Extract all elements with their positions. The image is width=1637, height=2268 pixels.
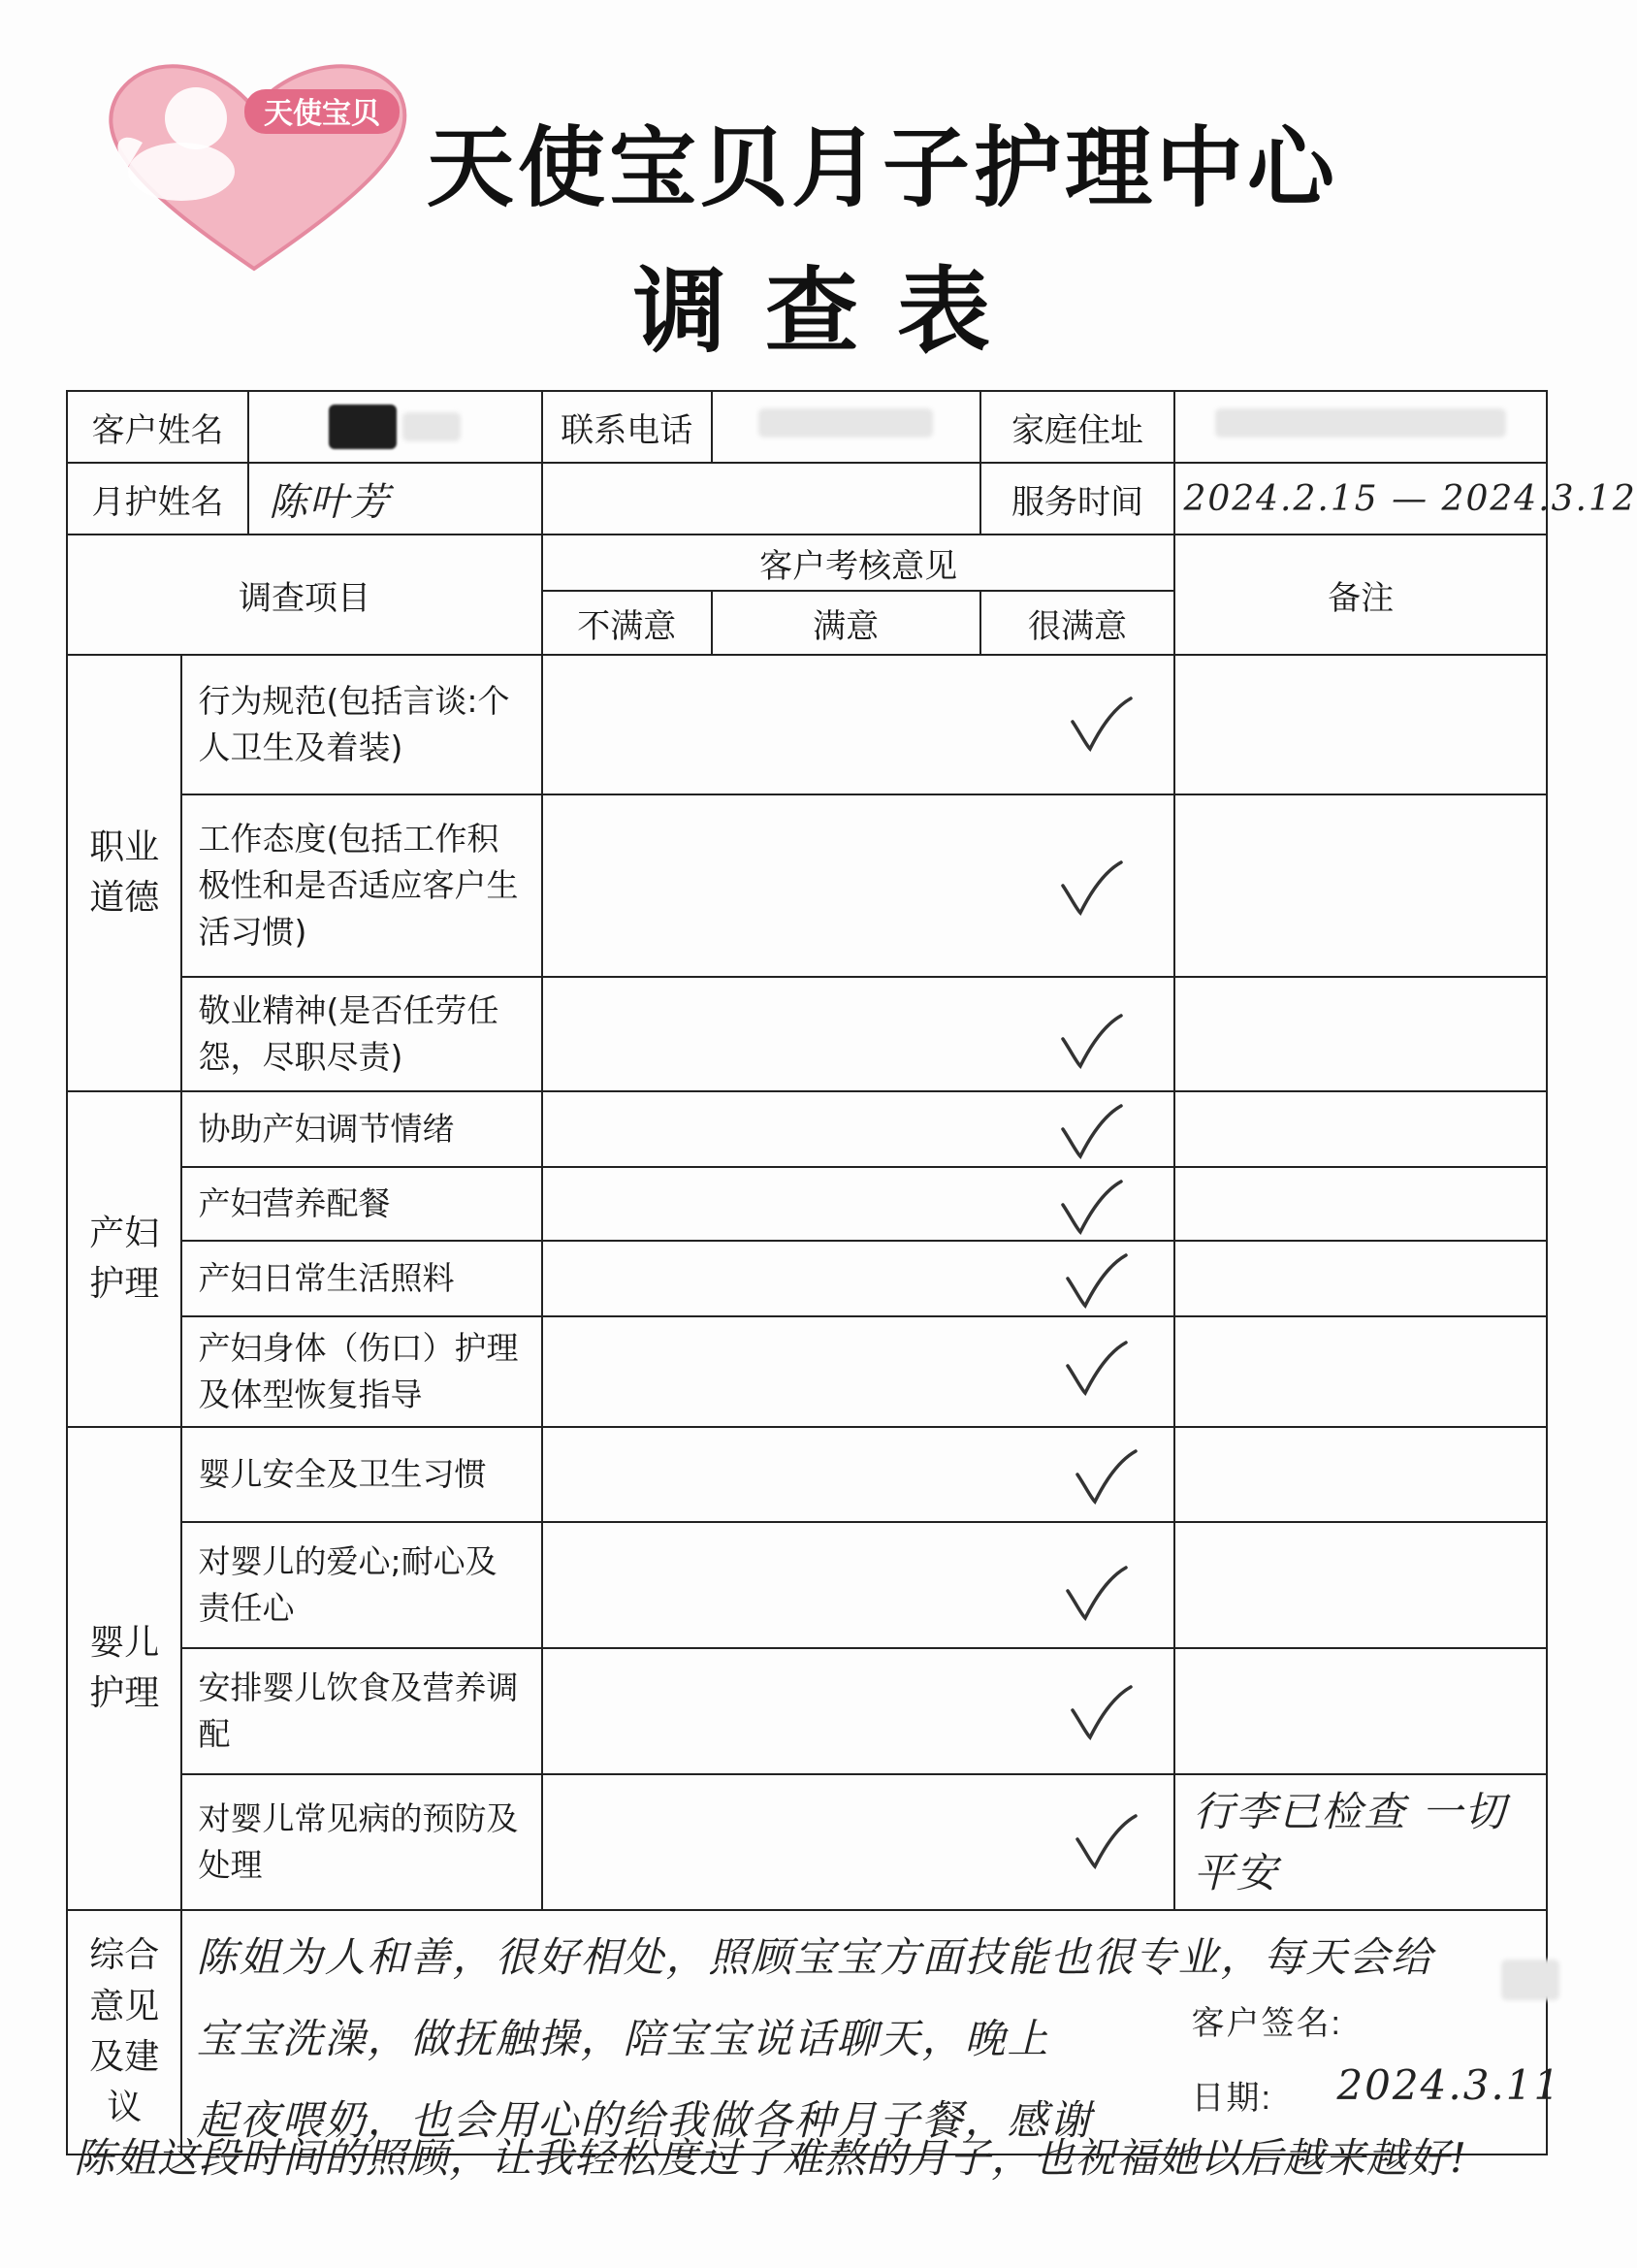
rating-cell[interactable] [542, 977, 1175, 1091]
address-field[interactable] [1174, 391, 1547, 463]
remark-cell[interactable] [1174, 1427, 1547, 1522]
signature-label: 客户签名: [1191, 2004, 1342, 2042]
option-unsatisfied: 不满意 [542, 591, 712, 655]
option-satisfied: 满意 [712, 591, 980, 655]
check-mark-icon [1072, 1447, 1139, 1506]
remark-cell[interactable] [1174, 655, 1547, 794]
check-mark-icon [1057, 1012, 1125, 1070]
page-title: 天使宝贝月子护理中心 [427, 117, 1338, 219]
date-label: 日期: [1191, 2079, 1272, 2117]
date-value: 2024.3.11 [1336, 2060, 1562, 2109]
check-mark-icon [1057, 1178, 1125, 1236]
survey-item: 对婴儿常见病的预防及处理 [181, 1774, 541, 1910]
category-professional-ethics: 职业道德 [67, 655, 181, 1091]
service-time-field[interactable]: 2024.2.15 — 2024.3.12 [1174, 463, 1547, 535]
rating-cell[interactable] [542, 1774, 1175, 1910]
survey-item: 产妇身体（伤口）护理及体型恢复指导 [181, 1316, 541, 1427]
remark-cell[interactable] [1174, 977, 1547, 1091]
rating-cell[interactable] [542, 1522, 1175, 1648]
check-mark-icon [1067, 695, 1135, 753]
phone-field[interactable] [712, 391, 980, 463]
category-infant-care: 婴儿护理 [67, 1427, 181, 1910]
redacted-address [1215, 408, 1506, 437]
check-mark-icon [1057, 859, 1125, 917]
check-mark-icon [1057, 1102, 1125, 1160]
rating-cell[interactable] [542, 794, 1175, 977]
survey-form [66, 390, 1637, 2155]
redacted-phone [758, 408, 933, 437]
rating-cell[interactable] [542, 655, 1175, 794]
remark-cell[interactable] [1174, 1167, 1547, 1241]
redacted-signature [1501, 1960, 1559, 2000]
customer-name-label: 客户姓名 [68, 392, 249, 462]
check-mark-icon [1072, 1812, 1139, 1870]
summary-line: 陈姐为人和善，很好相处，照顾宝宝方面技能也很专业，每天会给 [196, 1932, 1434, 1981]
nurse-name-field[interactable]: 陈叶芳 [269, 479, 391, 525]
check-mark-icon [1067, 1683, 1135, 1741]
phone-label: 联系电话 [542, 391, 712, 463]
opinion-header: 客户考核意见 [542, 535, 1175, 591]
survey-item: 产妇营养配餐 [181, 1167, 541, 1241]
rating-cell[interactable] [542, 1316, 1175, 1427]
survey-item: 行为规范(包括言谈:个人卫生及着装) [181, 655, 541, 794]
blank-cell [542, 463, 980, 535]
rating-cell[interactable] [542, 1167, 1175, 1241]
logo-text: 天使宝贝 [264, 97, 380, 131]
remark-header: 备注 [1174, 535, 1547, 655]
remark-cell[interactable] [1174, 1241, 1547, 1316]
summary-label: 综合意见及建议 [67, 1910, 181, 2155]
address-label: 家庭住址 [980, 391, 1175, 463]
survey-item: 协助产妇调节情绪 [181, 1091, 541, 1167]
remark-cell[interactable] [1174, 1648, 1547, 1774]
customer-name-field[interactable] [249, 405, 541, 449]
page-subtitle: 调查表 [633, 257, 1029, 366]
summary-line: 宝宝洗澡，做抚触操，陪宝宝说话聊天，晚上 [196, 2014, 1050, 2062]
rating-cell[interactable] [542, 1648, 1175, 1774]
survey-item: 敬业精神(是否任劳任怨，尽职尽责) [181, 977, 541, 1091]
service-time-label: 服务时间 [980, 463, 1175, 535]
redacted-customer-name [329, 405, 397, 449]
rating-cell[interactable] [542, 1241, 1175, 1316]
option-very-satisfied: 很满意 [980, 591, 1175, 655]
survey-item: 产妇日常生活照料 [181, 1241, 541, 1316]
summary-field[interactable] [181, 1910, 1562, 2155]
summary-overflow-line: 陈姐这段时间的照顾，让我轻松度过了难熬的月子，也祝福她以后越来越好! [74, 2134, 1467, 2182]
item-header: 调查项目 [67, 535, 542, 655]
nurse-name-label: 月护姓名 [68, 464, 249, 534]
remark-cell[interactable] [1174, 1091, 1547, 1167]
summary-line: 起夜喂奶，也会用心的给我做各种月子餐，感谢 [196, 2095, 1093, 2144]
survey-item: 婴儿安全及卫生习惯 [181, 1427, 541, 1522]
remark-cell[interactable] [1174, 1522, 1547, 1648]
check-mark-icon [1062, 1251, 1130, 1310]
remark-cell[interactable] [1174, 1316, 1547, 1427]
remark-cell[interactable] [1174, 794, 1547, 977]
survey-item: 安排婴儿饮食及营养调配 [181, 1648, 541, 1774]
survey-item: 对婴儿的爱心;耐心及责任心 [181, 1522, 541, 1648]
remark-cell[interactable]: 行李已检查 一切平安 [1174, 1774, 1547, 1910]
category-maternal-care: 产妇护理 [67, 1091, 181, 1427]
check-mark-icon [1062, 1339, 1130, 1397]
check-mark-icon [1062, 1564, 1130, 1622]
rating-cell[interactable] [542, 1091, 1175, 1167]
survey-item: 工作态度(包括工作积极性和是否适应客户生活习惯) [181, 794, 541, 977]
rating-cell[interactable] [542, 1427, 1175, 1522]
